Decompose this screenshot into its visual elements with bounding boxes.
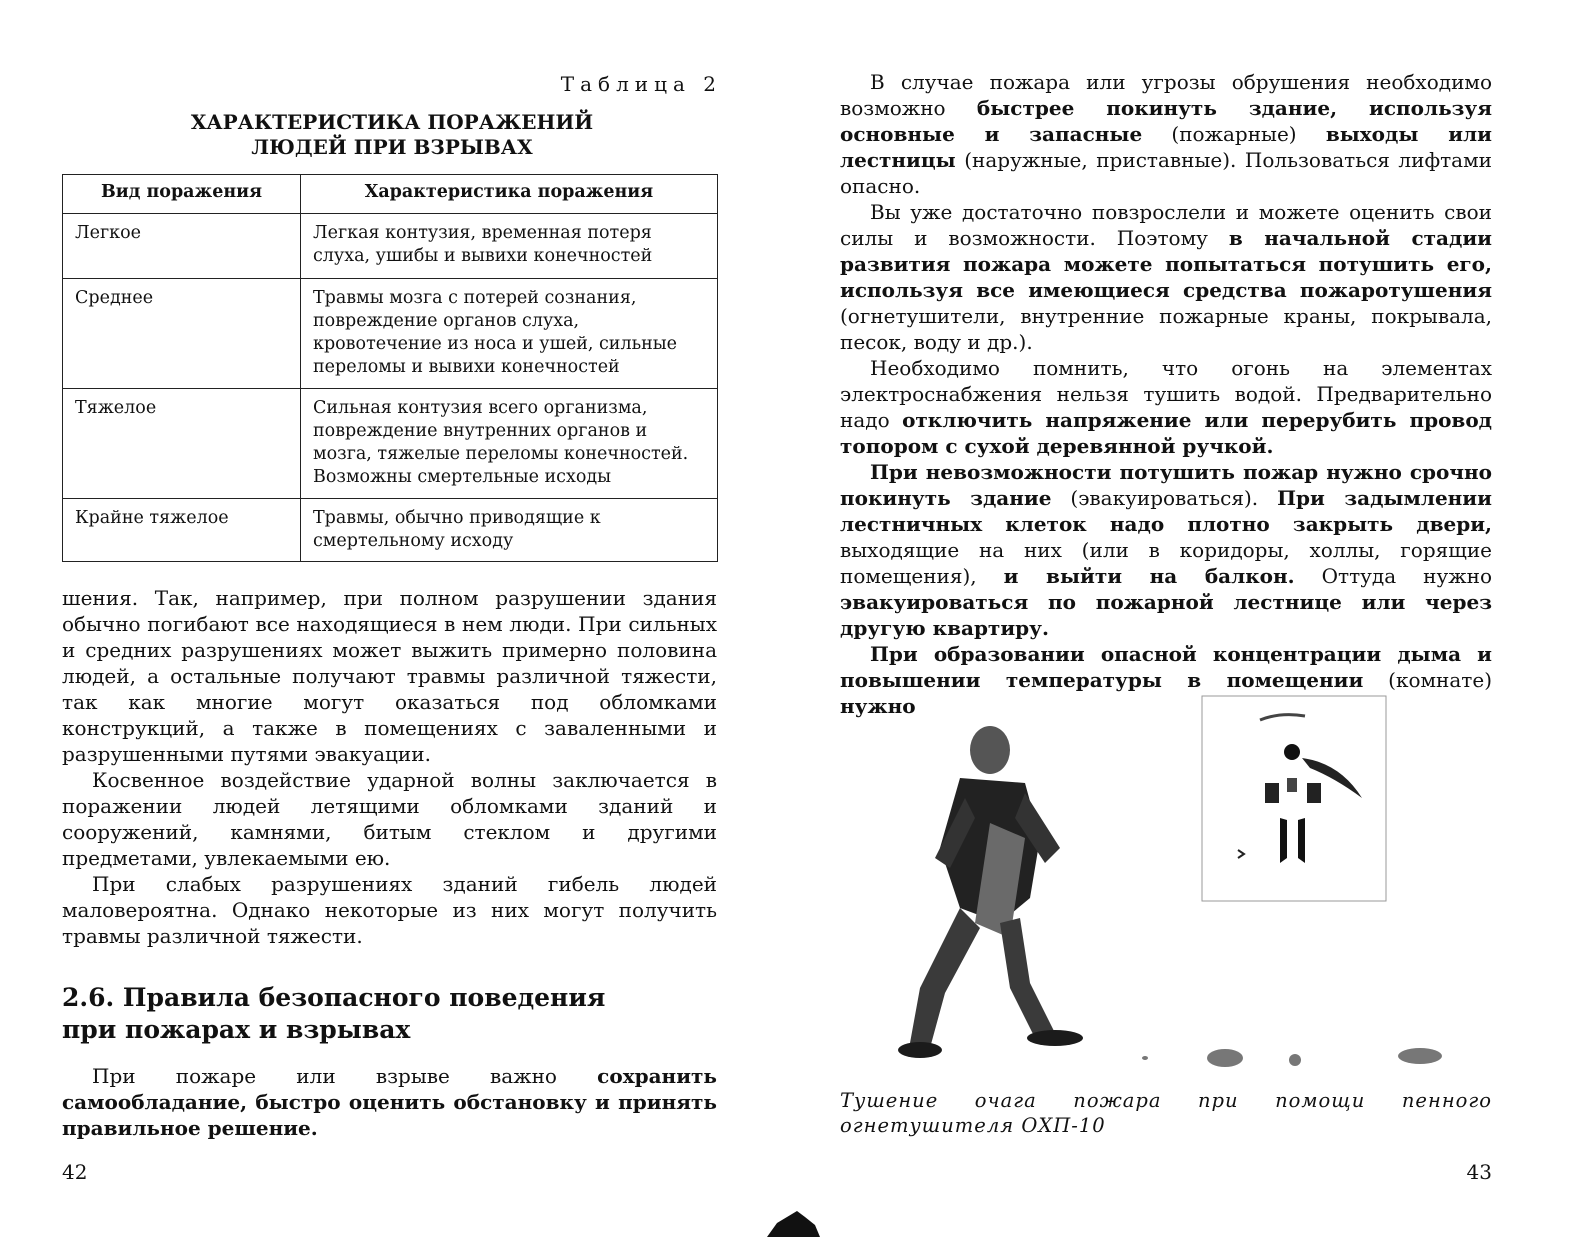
right-page	[840, 0, 1500, 1237]
injury-description-cell: Травмы, обычно приводящие к смертельному исходу	[301, 499, 718, 562]
page-number-right: 43	[1466, 1160, 1492, 1184]
section-title	[62, 982, 722, 1046]
paragraph: Косвенное воздействие ударной волны заключается в поражении людей летящими обломками зданий и сооружений, камнями, битым стеклом и другими предметами, увлекаемыми ею.	[62, 768, 717, 870]
bold-run: нужно	[840, 694, 916, 718]
ground-marks	[1142, 1048, 1442, 1067]
section-title-line2: при пожарах и взрывах	[62, 1015, 411, 1044]
bold-run: быстрее покинуть здание, используя основные и запасные	[840, 96, 1492, 146]
table-title-line2: ЛЮДЕЙ ПРИ ВЗРЫВАХ	[251, 135, 533, 159]
paragraph	[840, 459, 1492, 641]
injury-type-cell: Тяжелое	[63, 389, 301, 499]
section-title-line1: 2.6. Правила безопасного поведения	[62, 983, 606, 1012]
injury-table	[62, 174, 718, 562]
table-row	[63, 279, 718, 389]
table-row	[63, 389, 718, 499]
table-row	[63, 499, 718, 562]
text-run: Вы уже достаточно повзрослели и можете оценить свои силы и возможности. Поэтому	[840, 200, 1492, 250]
text-run: Необходимо помнить, что огонь на элементах электроснабжения нельзя тушить водой. Предварительно надо	[840, 356, 1492, 432]
bold-run: в начальной стадии развития пожара можете попытаться потушить его, используя все имеющиеся средства пожаротушения	[840, 226, 1492, 302]
illustration-svg	[840, 688, 1492, 1078]
text-run: (наружные, приставные). Пользоваться лифтами опасно.	[840, 148, 1492, 198]
injury-type-cell: Крайне тяжелое	[63, 499, 301, 562]
text-run: выходящие на них (или в коридоры, холлы, горящие помещения),	[840, 538, 1492, 588]
intro-bold-text: сохранить самообладание, быстро оценить обстановку и принять правильное решение.	[62, 1064, 717, 1140]
injury-description-cell: Травмы мозга с потерей сознания, повреждение органов слуха, кровотечение из носа и ушей, сильные переломы и вывихи конечностей	[301, 279, 718, 389]
text-run: В случае пожара или угрозы обрушения необходимо возможно	[840, 70, 1492, 120]
table-row	[63, 214, 718, 279]
column-header-type: Вид поражения	[63, 175, 301, 214]
injury-description-cell: Легкая контузия, временная потеря слуха, ушибы и вывихи конечностей	[301, 214, 718, 279]
intro-paragraph	[62, 1063, 717, 1141]
table-title-line1: ХАРАКТЕРИСТИКА ПОРАЖЕНИЙ	[190, 110, 594, 134]
section-intro	[62, 1063, 717, 1141]
page-number-left: 42	[62, 1160, 88, 1184]
scan-artifact	[765, 1205, 820, 1237]
text-run: (комнате)	[1363, 668, 1492, 692]
right-body-text	[840, 69, 1492, 719]
text-run: (пожарные)	[1142, 122, 1326, 146]
paragraph	[840, 355, 1492, 459]
paragraph: шения. Так, например, при полном разрушении здания обычно погибают все находящиеся в нем люди. При сильных и средних разрушениях может выжить примерно половина людей, а остальные получают травмы различной тяжести, так как многие могут оказаться под обломками конструкций, а также в помещениях с заваленными и разрушенными путями эвакуации.	[62, 586, 717, 766]
text-run: (огнетушители, внутренние пожарные краны, покрывала, песок, воду и др.).	[840, 304, 1492, 354]
text-run: Оттуда нужно	[1294, 564, 1492, 588]
extinguisher-diagram	[1202, 696, 1386, 901]
bold-run: При образовании опасной концентрации дыма и повышении температуры в помещении	[840, 642, 1492, 692]
figure-caption: Тушение очага пожара при помощи пенного огнетушителя ОХП-10	[840, 1089, 1492, 1137]
table-title	[62, 110, 722, 160]
bold-run: и выйти на балкон.	[1003, 564, 1295, 588]
column-header-description: Характеристика поражения	[301, 175, 718, 214]
text-run: (эвакуироваться).	[1051, 486, 1278, 510]
table-caption: Таблица 2	[560, 72, 722, 96]
person-figure	[898, 726, 1083, 1058]
table-header-row	[63, 175, 718, 214]
left-page	[62, 0, 722, 1237]
bold-run: эвакуироваться по пожарной лестнице или через другую квартиру.	[840, 590, 1492, 640]
paragraph	[840, 199, 1492, 355]
injury-description-cell: Сильная контузия всего организма, повреждение внутренних органов и мозга, тяжелые переломы конечностей. Возможны смертельные исходы	[301, 389, 718, 499]
bold-run: При задымлении лестничных клеток надо плотно закрыть двери,	[840, 486, 1492, 536]
bold-run: выходы или лестницы	[840, 122, 1492, 172]
bold-run: отключить напряжение или перерубить провод топором с сухой деревянной ручкой.	[840, 408, 1492, 458]
intro-plain-text: При пожаре или взрыве важно	[92, 1064, 598, 1088]
bold-run: При невозможности потушить пожар нужно срочно покинуть здание	[840, 460, 1492, 510]
injury-type-cell: Среднее	[63, 279, 301, 389]
fire-extinguisher-illustration	[840, 688, 1492, 1078]
paragraph: При слабых разрушениях зданий гибель людей маловероятна. Однако некоторые из них могут получить травмы различной тяжести.	[62, 872, 717, 948]
paragraph	[840, 69, 1492, 199]
left-body-text	[62, 585, 717, 949]
injury-type-cell: Легкое	[63, 214, 301, 279]
